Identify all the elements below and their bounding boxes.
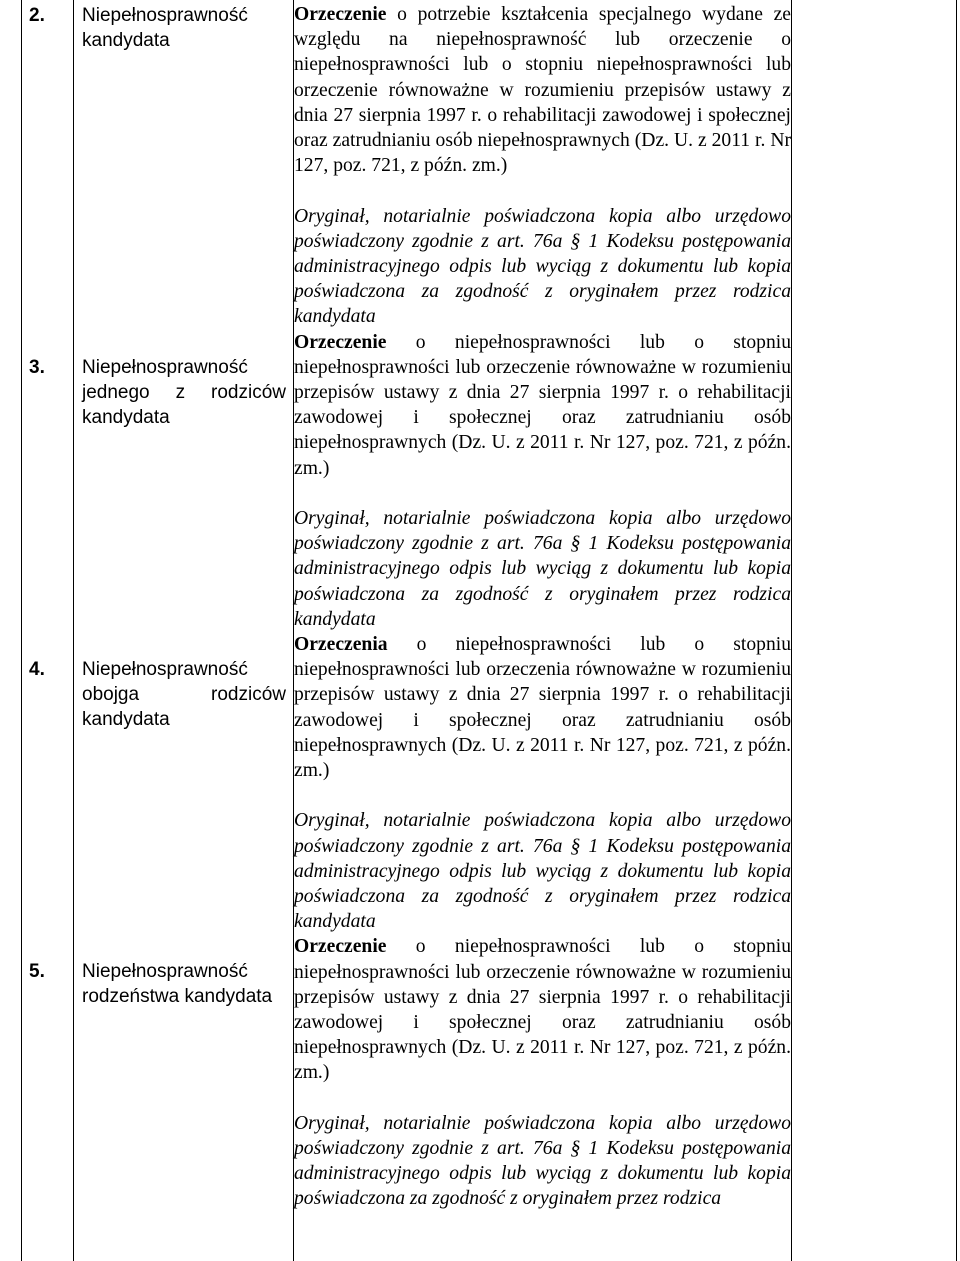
row-number: 3. — [29, 357, 45, 378]
decision-rest: o potrzebie kształcenia specjalnego wydane ze względu na niepełnosprawność lub orzeczenie o niepełnosprawności lub o stopniu niepełnosprawności lub orzeczenie równoważne w rozumieniu przepisów ustawy z dnia 27 sierpnia 1997 r. o rehabilitacji zawodowej i społecznej oraz zatrudnianiu osób niepełnosprawnych (Dz. U. z 2011 r. Nr 127, poz. 721, z późn. zm.) — [294, 4, 791, 177]
row-number: 4. — [29, 659, 45, 680]
copy-requirements-text: Oryginał, notarialnie poświadczona kopia albo urzędowo poświadczony zgodnie z art. 76a § 1 Kodeksu postępowania administracyjnego odpis lub wyciąg z dokumentu lub kopia poświadczona za zgodność z oryginałem przez rodzica kandydata — [294, 810, 791, 933]
decision-text — [294, 330, 791, 481]
documents-column — [294, 0, 792, 1261]
decision-rest: o niepełnosprawności lub o stopniu niepełnosprawności lub orzeczenie równoważne w rozumieniu przepisów ustawy z dnia 27 sierpnia 1997 r. o rehabilitacji zawodowej i społecznej oraz zatrudnianiu osób niepełnosprawnych (Dz. U. z 2011 r. Nr 127, poz. 721, z późn. zm.) — [294, 331, 792, 479]
number-column — [22, 0, 74, 1261]
criterion-label: Niepełnosprawność jednego z rodziców kandydata — [82, 357, 286, 428]
copy-requirements-text: Oryginał, notarialnie poświadczona kopia albo urzędowo poświadczony zgodnie z art. 76a § 1 Kodeksu postępowania administracyjnego odpis lub wyciąg z dokumentu lub kopia poświadczona za zgodność z oryginałem przez rodzica kandydata — [294, 508, 791, 630]
criterion-label: Niepełnosprawność kandydata — [82, 5, 248, 51]
decision-rest: o niepełnosprawności lub o stopniu niepełnosprawności lub orzeczenia równoważne w rozumieniu przepisów ustawy z dnia 27 sierpnia 1997 r. o rehabilitacji zawodowej i społecznej oraz zatrudnianiu osób niepełnosprawnych (Dz. U. z 2011 r. Nr 127, poz. 721, z późn. zm.) — [294, 634, 792, 782]
decision-lead: Orzeczenia — [294, 634, 388, 656]
points-column — [792, 0, 957, 1261]
decision-lead: Orzeczenie — [294, 936, 387, 958]
criterion-column — [74, 0, 294, 1261]
table-row — [22, 0, 957, 1261]
decision-text — [294, 2, 791, 178]
criterion-label: Niepełnosprawność obojga rodziców kandydata — [82, 659, 286, 730]
criteria-table — [21, 0, 957, 1261]
row-number: 2. — [29, 5, 45, 26]
copy-requirements-text: Oryginał, notarialnie poświadczona kopia albo urzędowo poświadczony zgodnie z art. 76a § 1 Kodeksu postępowania administracyjnego odpis lub wyciąg z dokumentu lub kopia poświadczona za zgodność z oryginałem przez rodzica kandydata — [294, 205, 791, 328]
criterion-label: Niepełnosprawność rodzeństwa kandydata — [82, 961, 273, 1007]
decision-text — [294, 934, 791, 1085]
row-number: 5. — [29, 961, 45, 982]
decision-rest: o niepełnosprawności lub o stopniu niepełnosprawności lub orzeczenie równoważne w rozumieniu przepisów ustawy z dnia 27 sierpnia 1997 r. o rehabilitacji zawodowej i społecznej oraz zatrudnianiu osób niepełnosprawnych (Dz. U. z 2011 r. Nr 127, poz. 721, z późn. zm.) — [294, 936, 792, 1084]
copy-requirements-text: Oryginał, notarialnie poświadczona kopia albo urzędowo poświadczony zgodnie z art. 76a § 1 Kodeksu postępowania administracyjnego odpis lub wyciąg z dokumentu lub kopia poświadczona za zgodność z oryginałem przez rodzica — [294, 1112, 791, 1210]
decision-lead: Orzeczenie — [294, 4, 387, 25]
decision-lead: Orzeczenie — [294, 331, 387, 353]
decision-text — [294, 632, 791, 783]
